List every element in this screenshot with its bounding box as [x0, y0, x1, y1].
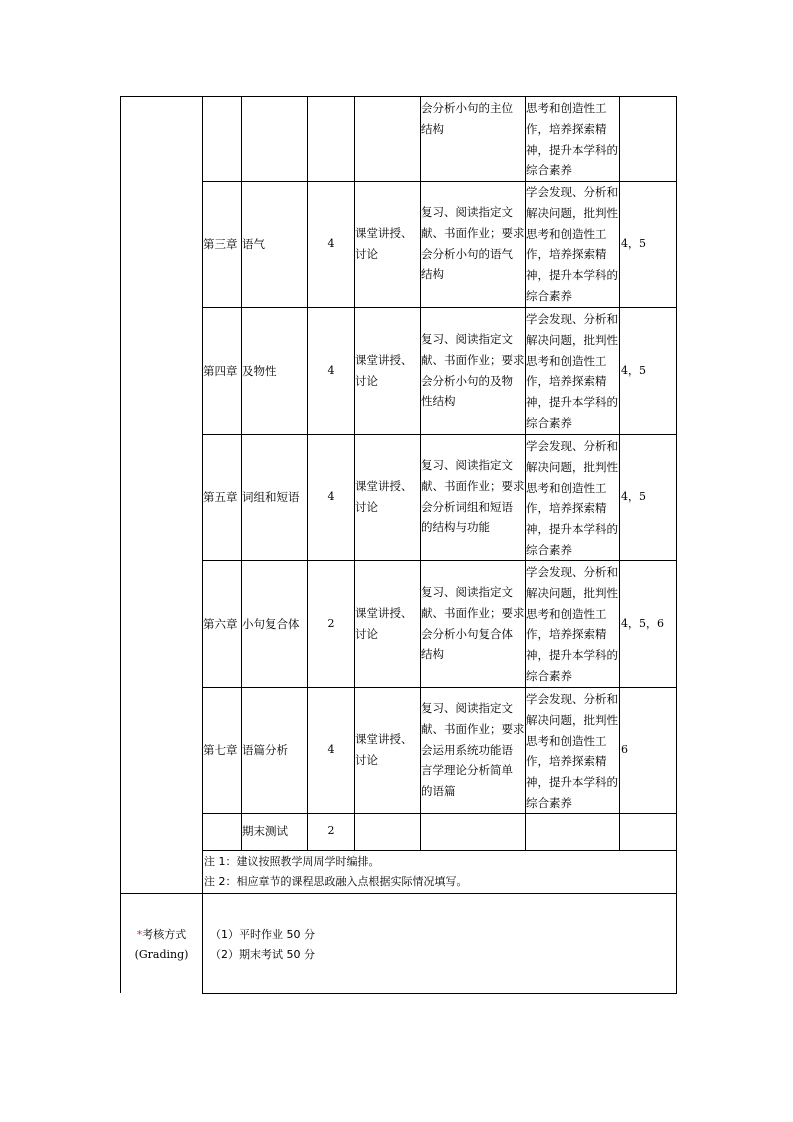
col-divider — [307, 96, 308, 850]
goal-cell — [526, 182, 620, 307]
text-line: 综合素养 — [526, 668, 572, 683]
table-border-right — [676, 96, 677, 994]
text-line: 综合素养 — [526, 163, 572, 178]
text-line: 结构 — [421, 121, 444, 136]
text-line: 神，提升本学科的 — [526, 648, 618, 663]
target-cell: 4，5 — [621, 364, 646, 377]
text-line: 作，培养探索精 — [526, 754, 607, 769]
topic-cell: 小句复合体 — [242, 617, 300, 631]
text-line: 会分析词组和短语 — [421, 499, 513, 514]
text-line: 思考和创造性工 — [526, 733, 607, 748]
text-line: 课堂讲授、 — [355, 353, 413, 367]
text-line: 复习、阅读指定文 — [421, 458, 513, 472]
grading-label-en: (Grading) — [134, 948, 189, 961]
topic-cell: 及物性 — [242, 364, 277, 378]
hours-cell: 4 — [327, 237, 335, 250]
text-line: 言学理论分析简单 — [421, 763, 513, 778]
grading-row-top — [120, 893, 677, 894]
text-line: 献、书面作业；要求 — [421, 605, 525, 620]
final-exam-hours: 2 — [327, 824, 335, 837]
text-line: 会运用系统功能语 — [421, 742, 513, 757]
text-line: 结构 — [421, 647, 444, 662]
text-line: 复习、阅读指定文 — [421, 585, 513, 599]
grading-item-2: （2）期末考试 50 分 — [210, 948, 315, 961]
text-line: 复习、阅读指定文 — [421, 701, 513, 715]
text-line: 解决问题，批判性 — [526, 459, 618, 474]
text-line: 神，提升本学科的 — [526, 775, 618, 790]
row-divider — [202, 687, 677, 688]
col-divider — [241, 96, 242, 850]
target-cell: 6 — [621, 743, 628, 756]
chapter-cell: 第七章 — [203, 743, 238, 757]
goal-cell — [526, 689, 620, 814]
topic-cell: 语气 — [242, 237, 265, 251]
text-line: 作，培养探索精 — [526, 247, 607, 262]
hours-cell: 4 — [327, 743, 335, 756]
requirement-cell — [421, 329, 526, 412]
row-divider — [202, 307, 677, 308]
text-line: 的结构与功能 — [421, 520, 490, 535]
topic-cell: 语篇分析 — [242, 743, 288, 757]
final-exam-topic: 期末测试 — [242, 824, 288, 838]
text-line: 思考和创造性工 — [526, 101, 607, 115]
text-line: 献、书面作业；要求 — [421, 478, 525, 493]
chapter-cell: 第三章 — [203, 237, 238, 251]
note-line-1: 注 1：建议按照教学周周学时编排。 — [204, 855, 380, 868]
text-line: 神，提升本学科的 — [526, 522, 618, 537]
text-line: 作，培养探索精 — [526, 501, 607, 516]
goal-cell — [526, 309, 620, 434]
text-line: 课堂讲授、 — [355, 226, 413, 240]
text-line: 解决问题，批判性 — [526, 712, 618, 727]
text-line: 神，提升本学科的 — [526, 268, 618, 283]
text-line: 课堂讲授、 — [355, 606, 413, 620]
table-border-bottom — [202, 993, 677, 994]
text-line: 性结构 — [421, 394, 456, 409]
text-line: 作，培养探索精 — [526, 627, 607, 642]
text-line: 讨论 — [355, 246, 378, 261]
text-line: 讨论 — [355, 373, 378, 388]
requirement-cell — [421, 455, 526, 538]
requirement-cell — [421, 582, 526, 665]
text-line: 复习、阅读指定文 — [421, 332, 513, 346]
table-border-left — [120, 96, 121, 894]
text-line: 作，培养探索精 — [526, 121, 607, 136]
text-line: 作，培养探索精 — [526, 374, 607, 389]
text-line: 学会发现、分析和 — [526, 565, 618, 579]
text-line: 会分析小句的语气 — [421, 246, 513, 261]
text-line: 思考和创造性工 — [526, 606, 607, 621]
col-divider — [202, 96, 203, 994]
chapter-cell: 第五章 — [203, 490, 238, 504]
target-cell: 4，5，6 — [621, 617, 664, 630]
grading-item-1: （1）平时作业 50 分 — [210, 928, 315, 941]
method-cell — [355, 729, 421, 771]
text-line: 思考和创造性工 — [526, 480, 607, 495]
text-line: 课堂讲授、 — [355, 732, 413, 746]
text-line: 神，提升本学科的 — [526, 142, 618, 157]
hours-cell: 2 — [327, 617, 335, 630]
goal-cell — [526, 436, 620, 561]
row-divider — [202, 850, 677, 851]
text-line: 献、书面作业；要求 — [421, 225, 525, 240]
method-cell — [355, 350, 421, 392]
text-line: 课堂讲授、 — [355, 479, 413, 493]
text-line: 综合素养 — [526, 415, 572, 430]
target-cell: 4，5 — [621, 237, 646, 250]
text-line: 解决问题，批判性 — [526, 205, 618, 220]
chapter-cell: 第四章 — [203, 364, 238, 378]
text-line: 解决问题，批判性 — [526, 585, 618, 600]
text-line: 讨论 — [355, 499, 378, 514]
method-cell — [355, 476, 421, 518]
grading-label — [121, 925, 202, 945]
text-line: 思考和创造性工 — [526, 353, 607, 368]
text-line: 结构 — [421, 267, 444, 282]
method-cell — [355, 223, 421, 265]
text-line: 学会发现、分析和 — [526, 439, 618, 453]
text-line: 献、书面作业；要求 — [421, 721, 525, 736]
note-line-2: 注 2：相应章节的课程思政融入点根据实际情况填写。 — [204, 875, 468, 888]
chapter-cell: 第六章 — [203, 617, 238, 631]
hours-cell: 4 — [327, 490, 335, 503]
required-star: * — [136, 928, 143, 941]
partial-row-goals — [526, 98, 620, 180]
text-line: 思考和创造性工 — [526, 226, 607, 241]
target-cell: 4，5 — [621, 490, 646, 503]
text-line: 会分析小句的主位 — [421, 101, 513, 115]
requirement-cell — [421, 698, 526, 802]
text-line: 复习、阅读指定文 — [421, 205, 513, 219]
text-line: 的语篇 — [421, 784, 456, 799]
table-border-top — [120, 96, 677, 97]
partial-row-requirements — [421, 98, 526, 180]
text-line: 解决问题，批判性 — [526, 332, 618, 347]
text-line: 学会发现、分析和 — [526, 692, 618, 706]
goal-cell — [526, 562, 620, 687]
text-line: 综合素养 — [526, 795, 572, 810]
row-divider — [202, 434, 677, 435]
method-cell — [355, 603, 421, 645]
text-line: 综合素养 — [526, 542, 572, 557]
text-line: 神，提升本学科的 — [526, 395, 618, 410]
text-line: 会分析小句的及物 — [421, 373, 513, 388]
text-line: 讨论 — [355, 752, 378, 767]
grading-label-text: 考核方式 — [142, 928, 187, 941]
requirement-cell — [421, 202, 526, 285]
topic-cell: 词组和短语 — [242, 490, 300, 504]
text-line: 讨论 — [355, 626, 378, 641]
text-line: 综合素养 — [526, 288, 572, 303]
text-line: 会分析小句复合体 — [421, 626, 513, 641]
text-line: 献、书面作业；要求 — [421, 352, 525, 367]
text-line: 学会发现、分析和 — [526, 185, 618, 199]
text-line: 学会发现、分析和 — [526, 312, 618, 326]
hours-cell: 4 — [327, 364, 335, 377]
